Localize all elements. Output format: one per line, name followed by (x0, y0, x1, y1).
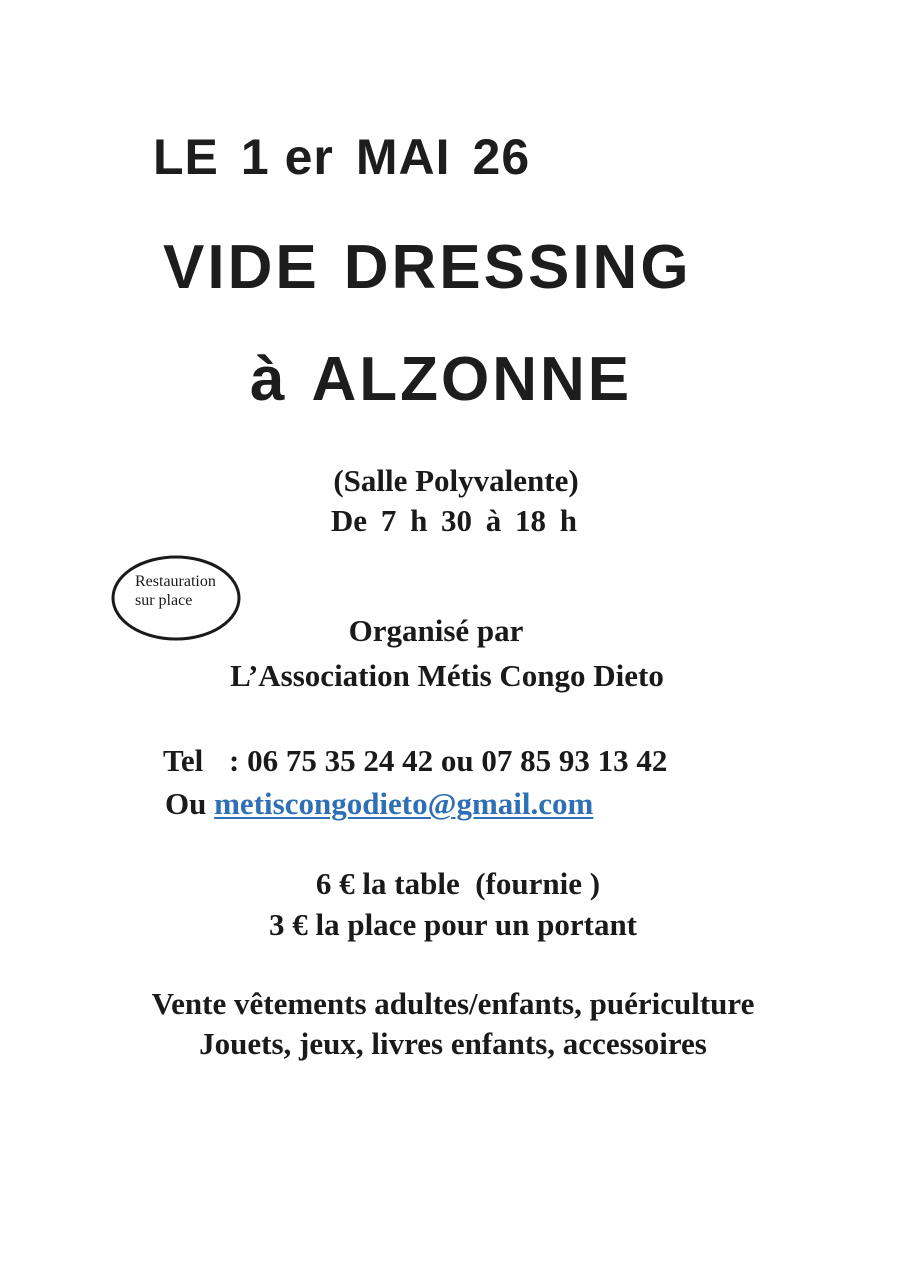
rack-price-text: 3 € la place pour un portant (268, 907, 638, 942)
date-word-le: LE (153, 129, 219, 185)
date-word-day: 1 er (240, 129, 334, 185)
email-link[interactable]: metiscongodieto@gmail.com (214, 786, 594, 821)
phone-label: Tel (163, 743, 204, 778)
event-title-heading (163, 232, 692, 303)
location-town: ALZONNE (311, 345, 633, 414)
event-title-word-2: DRESSING (343, 233, 692, 302)
event-location-heading (250, 344, 632, 415)
email-line (165, 786, 593, 822)
organizer-label: Organisé par (348, 613, 524, 648)
venue-text: (Salle Polyvalente) (333, 463, 579, 498)
badge-line-2: sur place (135, 592, 193, 609)
email-prefix: Ou (165, 786, 207, 821)
date-word-year: 26 (472, 129, 531, 185)
badge-line-1: Restauration (135, 573, 216, 590)
sale-items-line-2: Jouets, jeux, livres enfants, accessoires (199, 1026, 707, 1061)
event-date-heading (153, 128, 530, 186)
date-word-month: MAI (355, 129, 451, 185)
phone-line (163, 743, 667, 779)
opening-hours-text: De 7 h 30 à 18 h (330, 503, 578, 538)
event-title-word-1: VIDE (163, 233, 320, 302)
table-price-text: 6 € la table (fournie ) (315, 866, 601, 901)
organizer-name: L’Association Métis Congo Dieto (230, 658, 664, 693)
location-preposition: à (250, 345, 288, 414)
phone-numbers: : 06 75 35 24 42 ou 07 85 93 13 42 (229, 743, 668, 778)
sale-items-line-1: Vente vêtements adultes/enfants, puériculture (151, 986, 755, 1021)
